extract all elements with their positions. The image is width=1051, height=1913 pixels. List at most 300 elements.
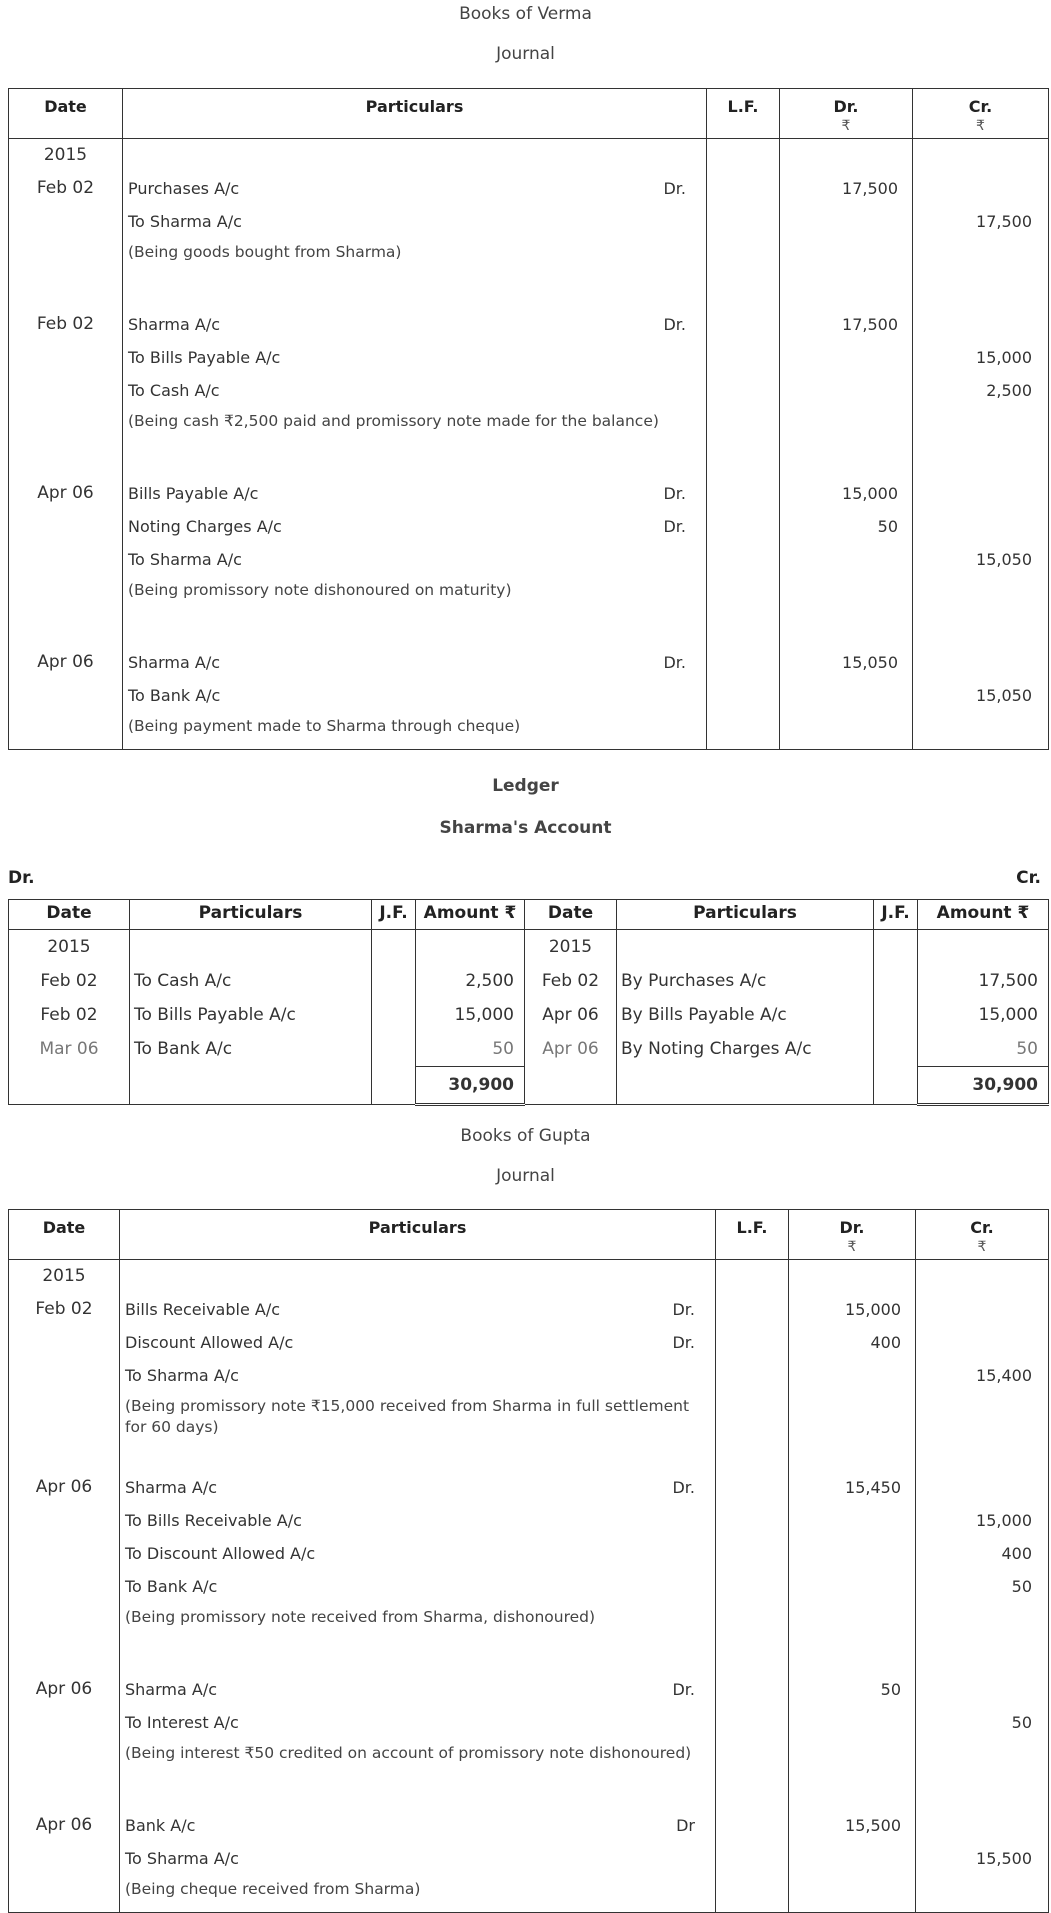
empty-cell: [716, 1438, 789, 1471]
ledger-dr-amount: 50: [416, 1032, 525, 1067]
journal-credit-row: [9, 374, 1049, 407]
debit-account: [120, 1673, 716, 1706]
empty-cell: [913, 510, 1049, 543]
lf-cell: [716, 1326, 789, 1359]
empty-cell: [916, 1809, 1049, 1842]
empty-cell: [9, 1537, 120, 1570]
empty-cell: [913, 613, 1049, 646]
credit-account: To Cash A/c: [123, 374, 707, 407]
ledger-cr-amount: 15,000: [918, 998, 1049, 1032]
ledger-dr-particulars: To Bills Payable A/c: [130, 998, 372, 1032]
lf-cell: [716, 1471, 789, 1504]
ledger-dr-particulars: To Cash A/c: [130, 964, 372, 998]
credit-amount: 15,500: [916, 1842, 1049, 1875]
empty-cell: [123, 613, 707, 646]
ledger-dr-amount: 2,500: [416, 964, 525, 998]
empty-cell: [9, 1359, 120, 1392]
dr-label: Dr.: [663, 653, 686, 672]
lf-cell: [707, 543, 780, 576]
empty-cell: [780, 205, 913, 238]
lf-cell: [707, 172, 780, 205]
credit-amount: 50: [916, 1706, 1049, 1739]
ledger-year-row: [9, 930, 1049, 965]
credit-amount: 50: [916, 1570, 1049, 1603]
journal-narration-row: [9, 1739, 1049, 1776]
narration: (Being promissory note received from Sharma, dishonoured): [120, 1603, 716, 1640]
lf-cell: [716, 1842, 789, 1875]
ledger-cr-side-label: Cr.: [1016, 868, 1041, 888]
journal-credit-row: [9, 1570, 1049, 1603]
ledger-cr-date-header: Date: [525, 900, 617, 930]
dr-label: Dr.: [672, 1680, 695, 1699]
ledger-cr-date: Apr 06: [525, 1032, 617, 1067]
dr-label: Dr.: [663, 179, 686, 198]
debit-amount: 15,000: [780, 477, 913, 510]
empty-cell: [707, 275, 780, 308]
ledger-dr-side-label: Dr.: [8, 868, 35, 888]
debit-account-name: Bills Payable A/c: [128, 484, 259, 503]
gupta-journal-table: [8, 1209, 1049, 1913]
empty-cell: [789, 1739, 916, 1776]
credit-amount: 15,050: [913, 543, 1049, 576]
journal-narration-row: [9, 712, 1049, 750]
narration: (Being cheque received from Sharma): [120, 1875, 716, 1913]
ledger-cr-amount: 17,500: [918, 964, 1049, 998]
journal-credit-row: [9, 1706, 1049, 1739]
empty-cell: [123, 139, 707, 173]
credit-account: To Bank A/c: [120, 1570, 716, 1603]
entry-date: Feb 02: [9, 308, 123, 341]
empty-cell: [916, 1471, 1049, 1504]
empty-cell: [916, 1293, 1049, 1326]
debit-amount: 15,050: [780, 646, 913, 679]
journal-credit-row: [9, 1842, 1049, 1875]
ledger-dr-date-header: Date: [9, 900, 130, 930]
debit-account-name: Purchases A/c: [128, 179, 240, 198]
credit-amount: 15,400: [916, 1359, 1049, 1392]
ledger-cr-date: Apr 06: [525, 998, 617, 1032]
empty-cell: [707, 444, 780, 477]
journal-year: 2015: [9, 1260, 120, 1294]
lf-cell: [707, 341, 780, 374]
sharma-ledger-table: [8, 899, 1049, 1106]
empty-cell: [123, 275, 707, 308]
col-header-date: Date: [9, 89, 123, 139]
ledger-dr-date: Feb 02: [9, 998, 130, 1032]
empty-cell: [916, 1875, 1049, 1913]
empty-cell: [707, 407, 780, 444]
empty-cell: [9, 1842, 120, 1875]
empty-cell: [9, 275, 123, 308]
empty-cell: [780, 341, 913, 374]
empty-cell: [916, 1739, 1049, 1776]
empty-cell: [780, 407, 913, 444]
dr-label: Dr.: [672, 1300, 695, 1319]
entry-date: [9, 1326, 120, 1359]
verma-journal-title: Journal: [496, 44, 555, 64]
empty-cell: [789, 1706, 916, 1739]
empty-cell: [913, 172, 1049, 205]
journal-debit-row: [9, 1673, 1049, 1706]
journal-credit-row: [9, 679, 1049, 712]
empty-cell: [716, 1260, 789, 1294]
debit-account: [120, 1326, 716, 1359]
empty-cell: [913, 139, 1049, 173]
lf-cell: [707, 477, 780, 510]
ledger-dr-particulars: To Bank A/c: [130, 1032, 372, 1067]
lf-cell: [716, 1809, 789, 1842]
narration: (Being promissory note ₹15,000 received from Sharma in full settlement for 60 days): [120, 1392, 716, 1438]
empty-cell: [913, 238, 1049, 275]
empty-cell: [9, 1739, 120, 1776]
journal-narration-row: [9, 1392, 1049, 1438]
ledger-total-row: [9, 1067, 1049, 1105]
empty-cell: [9, 1570, 120, 1603]
journal-narration-row: [9, 576, 1049, 613]
journal-debit-row: [9, 308, 1049, 341]
empty-cell: [789, 1776, 916, 1809]
credit-account: To Discount Allowed A/c: [120, 1537, 716, 1570]
empty-cell: [9, 1504, 120, 1537]
empty-cell: [707, 238, 780, 275]
lf-cell: [716, 1570, 789, 1603]
empty-cell: [913, 576, 1049, 613]
rupee-symbol: ₹: [841, 118, 851, 134]
empty-cell: [120, 1776, 716, 1809]
empty-cell: [9, 712, 123, 750]
journal-year: 2015: [9, 139, 123, 173]
entry-date: [9, 510, 123, 543]
credit-amount: 15,000: [916, 1504, 1049, 1537]
empty-cell: [9, 576, 123, 613]
ledger-dr-total: 30,900: [416, 1067, 525, 1105]
empty-cell: [916, 1326, 1049, 1359]
empty-cell: [780, 139, 913, 173]
credit-account: To Sharma A/c: [120, 1359, 716, 1392]
empty-cell: [789, 1537, 916, 1570]
ledger-cr-particulars: By Bills Payable A/c: [617, 998, 874, 1032]
table-row: [9, 1032, 1049, 1067]
credit-amount: 15,000: [913, 341, 1049, 374]
table-row: [9, 998, 1049, 1032]
empty-cell: [9, 679, 123, 712]
empty-cell: [916, 1438, 1049, 1471]
empty-cell: [9, 238, 123, 275]
entry-date: Feb 02: [9, 172, 123, 205]
empty-cell: [707, 712, 780, 750]
ledger-cr-total: 30,900: [918, 1067, 1049, 1105]
debit-account-name: Bank A/c: [125, 1816, 196, 1835]
dr-label: Dr: [676, 1816, 695, 1835]
ledger-dr-particulars-header: Particulars: [130, 900, 372, 930]
credit-account: To Bills Receivable A/c: [120, 1504, 716, 1537]
col-header-lf: L.F.: [707, 89, 780, 139]
empty-cell: [780, 679, 913, 712]
journal-narration-row: [9, 407, 1049, 444]
narration: (Being payment made to Sharma through cheque): [123, 712, 707, 750]
empty-cell: [916, 1603, 1049, 1640]
empty-cell: [707, 613, 780, 646]
col-header-cr: Cr. ₹: [913, 89, 1049, 139]
debit-amount: 17,500: [780, 308, 913, 341]
entry-spacer: [9, 613, 1049, 646]
journal-debit-row: [9, 1293, 1049, 1326]
empty-cell: [120, 1438, 716, 1471]
empty-cell: [913, 308, 1049, 341]
ledger-cr-particulars: By Purchases A/c: [617, 964, 874, 998]
debit-account-name: Sharma A/c: [125, 1478, 218, 1497]
credit-account: To Interest A/c: [120, 1706, 716, 1739]
journal-debit-row: [9, 510, 1049, 543]
col-header-dr: Dr. ₹: [789, 1210, 916, 1260]
credit-account: To Sharma A/c: [123, 205, 707, 238]
ledger-dr-date: Mar 06: [9, 1032, 130, 1067]
entry-spacer: [9, 1776, 1049, 1809]
verma-journal-table: [8, 88, 1049, 750]
ledger-cr-year: 2015: [525, 930, 617, 965]
dr-label: Dr.: [663, 315, 686, 334]
col-header-date: Date: [9, 1210, 120, 1260]
lf-cell: [716, 1537, 789, 1570]
col-header-dr: Dr. ₹: [780, 89, 913, 139]
journal-debit-row: [9, 646, 1049, 679]
gupta-book-title: Books of Gupta: [460, 1126, 591, 1146]
debit-account-name: Sharma A/c: [125, 1680, 218, 1699]
ledger-cr-amount-header: Amount ₹: [918, 900, 1049, 930]
credit-account: To Bills Payable A/c: [123, 341, 707, 374]
empty-cell: [9, 1603, 120, 1640]
empty-cell: [780, 275, 913, 308]
empty-cell: [707, 139, 780, 173]
credit-amount: 2,500: [913, 374, 1049, 407]
lf-cell: [716, 1673, 789, 1706]
empty-cell: [913, 444, 1049, 477]
empty-cell: [9, 205, 123, 238]
debit-account: [123, 510, 707, 543]
lf-cell: [707, 308, 780, 341]
narration: (Being interest ₹50 credited on account of promissory note dishonoured): [120, 1739, 716, 1776]
debit-account: [123, 308, 707, 341]
journal-credit-row: [9, 1504, 1049, 1537]
empty-cell: [780, 374, 913, 407]
empty-cell: [9, 543, 123, 576]
credit-amount: 15,050: [913, 679, 1049, 712]
empty-cell: [789, 1392, 916, 1438]
empty-cell: [789, 1640, 916, 1673]
debit-account: [120, 1809, 716, 1842]
ledger-cr-amount: 50: [918, 1032, 1049, 1067]
empty-cell: [780, 712, 913, 750]
ledger-title: Ledger: [492, 776, 559, 796]
empty-cell: [123, 444, 707, 477]
empty-cell: [707, 576, 780, 613]
ledger-account-title: Sharma's Account: [439, 818, 612, 838]
entry-date: Apr 06: [9, 1471, 120, 1504]
col-header-particulars: Particulars: [123, 89, 707, 139]
dr-label: Dr.: [672, 1333, 695, 1352]
debit-account: [120, 1293, 716, 1326]
empty-cell: [789, 1260, 916, 1294]
empty-cell: [716, 1640, 789, 1673]
rupee-symbol: ₹: [847, 1239, 857, 1255]
empty-cell: [780, 543, 913, 576]
empty-cell: [120, 1260, 716, 1294]
empty-cell: [789, 1359, 916, 1392]
narration: (Being goods bought from Sharma): [123, 238, 707, 275]
debit-account-name: Discount Allowed A/c: [125, 1333, 294, 1352]
credit-amount: 400: [916, 1537, 1049, 1570]
empty-cell: [913, 712, 1049, 750]
table-row: [9, 964, 1049, 998]
ledger-cr-particulars: By Noting Charges A/c: [617, 1032, 874, 1067]
debit-amount: 15,450: [789, 1471, 916, 1504]
lf-cell: [707, 679, 780, 712]
journal-credit-row: [9, 543, 1049, 576]
rupee-symbol: ₹: [976, 118, 985, 134]
empty-cell: [789, 1603, 916, 1640]
empty-cell: [916, 1673, 1049, 1706]
empty-cell: [9, 341, 123, 374]
empty-cell: [789, 1875, 916, 1913]
journal-debit-row: [9, 477, 1049, 510]
debit-amount: 400: [789, 1326, 916, 1359]
entry-date: Feb 02: [9, 1293, 120, 1326]
col-header-particulars: Particulars: [120, 1210, 716, 1260]
debit-account: [120, 1471, 716, 1504]
debit-account: [123, 646, 707, 679]
empty-cell: [9, 1776, 120, 1809]
empty-cell: [789, 1842, 916, 1875]
debit-amount: 17,500: [780, 172, 913, 205]
journal-credit-row: [9, 1359, 1049, 1392]
journal-debit-row: [9, 1326, 1049, 1359]
dr-label: Dr.: [663, 517, 686, 536]
empty-cell: [9, 1640, 120, 1673]
entry-date: Apr 06: [9, 646, 123, 679]
empty-cell: [789, 1570, 916, 1603]
narration: (Being cash ₹2,500 paid and promissory note made for the balance): [123, 407, 707, 444]
col-header-lf: L.F.: [716, 1210, 789, 1260]
debit-account-name: Sharma A/c: [128, 315, 221, 334]
col-header-cr: Cr. ₹: [916, 1210, 1049, 1260]
entry-date: Apr 06: [9, 1809, 120, 1842]
empty-cell: [780, 613, 913, 646]
debit-account: [123, 172, 707, 205]
empty-cell: [9, 1706, 120, 1739]
empty-cell: [9, 374, 123, 407]
lf-cell: [716, 1359, 789, 1392]
empty-cell: [716, 1776, 789, 1809]
empty-cell: [789, 1504, 916, 1537]
debit-amount: 50: [789, 1673, 916, 1706]
lf-cell: [707, 374, 780, 407]
empty-cell: [913, 646, 1049, 679]
lf-cell: [707, 646, 780, 679]
dr-label: Dr.: [672, 1478, 695, 1497]
journal-year-row: [9, 139, 1049, 173]
credit-amount: 17,500: [913, 205, 1049, 238]
debit-account: [123, 477, 707, 510]
debit-account-name: Sharma A/c: [128, 653, 221, 672]
entry-date: Apr 06: [9, 477, 123, 510]
empty-cell: [916, 1260, 1049, 1294]
rupee-symbol: ₹: [977, 1239, 987, 1255]
credit-account: To Bank A/c: [123, 679, 707, 712]
journal-year-row: [9, 1260, 1049, 1294]
journal-debit-row: [9, 1471, 1049, 1504]
empty-cell: [716, 1392, 789, 1438]
empty-cell: [913, 275, 1049, 308]
credit-account: To Sharma A/c: [123, 543, 707, 576]
entry-spacer: [9, 444, 1049, 477]
empty-cell: [716, 1603, 789, 1640]
lf-cell: [716, 1706, 789, 1739]
journal-credit-row: [9, 205, 1049, 238]
ledger-dr-year: 2015: [9, 930, 130, 965]
journal-debit-row: [9, 172, 1049, 205]
empty-cell: [120, 1640, 716, 1673]
ledger-cr-jf-header: J.F.: [874, 900, 918, 930]
empty-cell: [916, 1640, 1049, 1673]
empty-cell: [780, 238, 913, 275]
journal-narration-row: [9, 238, 1049, 275]
ledger-dr-amount-header: Amount ₹: [416, 900, 525, 930]
empty-cell: [9, 407, 123, 444]
journal-narration-row: [9, 1875, 1049, 1913]
empty-cell: [716, 1875, 789, 1913]
ledger-dr-amount: 15,000: [416, 998, 525, 1032]
credit-account: To Sharma A/c: [120, 1842, 716, 1875]
debit-amount: 15,000: [789, 1293, 916, 1326]
journal-narration-row: [9, 1603, 1049, 1640]
journal-credit-row: [9, 1537, 1049, 1570]
lf-cell: [716, 1504, 789, 1537]
ledger-cr-date: Feb 02: [525, 964, 617, 998]
ledger-dr-jf-header: J.F.: [372, 900, 416, 930]
journal-credit-row: [9, 341, 1049, 374]
ledger-cr-particulars-header: Particulars: [617, 900, 874, 930]
entry-spacer: [9, 1438, 1049, 1471]
debit-account-name: Noting Charges A/c: [128, 517, 282, 536]
gupta-journal-title: Journal: [496, 1166, 555, 1186]
entry-spacer: [9, 275, 1049, 308]
empty-cell: [780, 444, 913, 477]
ledger-dr-date: Feb 02: [9, 964, 130, 998]
empty-cell: [916, 1776, 1049, 1809]
debit-account-name: Bills Receivable A/c: [125, 1300, 280, 1319]
empty-cell: [9, 613, 123, 646]
empty-cell: [916, 1392, 1049, 1438]
verma-book-title: Books of Verma: [459, 4, 592, 24]
empty-cell: [716, 1739, 789, 1776]
journal-debit-row: [9, 1809, 1049, 1842]
lf-cell: [707, 205, 780, 238]
dr-label: Dr.: [663, 484, 686, 503]
entry-spacer: [9, 1640, 1049, 1673]
lf-cell: [707, 510, 780, 543]
empty-cell: [789, 1438, 916, 1471]
empty-cell: [913, 407, 1049, 444]
debit-amount: 50: [780, 510, 913, 543]
entry-date: Apr 06: [9, 1673, 120, 1706]
empty-cell: [780, 576, 913, 613]
empty-cell: [9, 444, 123, 477]
lf-cell: [716, 1293, 789, 1326]
narration: (Being promissory note dishonoured on maturity): [123, 576, 707, 613]
empty-cell: [9, 1392, 120, 1438]
debit-amount: 15,500: [789, 1809, 916, 1842]
empty-cell: [9, 1438, 120, 1471]
